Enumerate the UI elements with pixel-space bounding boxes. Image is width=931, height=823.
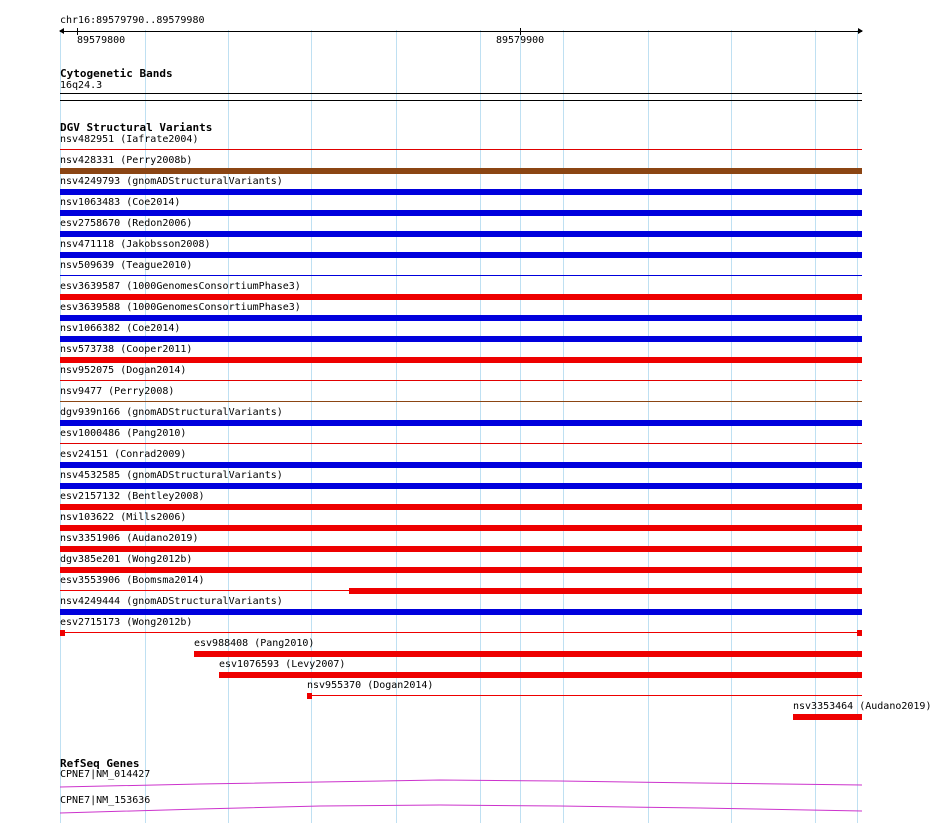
- variant-label: nsv509639 (Teague2010): [60, 260, 193, 271]
- variant-feature-start[interactable]: [60, 630, 65, 636]
- variant-label: nsv955370 (Dogan2014): [307, 680, 434, 691]
- gene-feature-cpne7-nm-153636[interactable]: [60, 805, 862, 813]
- variant-feature[interactable]: [60, 525, 862, 531]
- variant-feature[interactable]: [60, 168, 862, 174]
- variant-feature[interactable]: [60, 357, 862, 363]
- refseq-track-title[interactable]: RefSeq Genes: [60, 757, 140, 770]
- variant-label: esv1000486 (Pang2010): [60, 428, 187, 439]
- variant-feature[interactable]: [60, 567, 862, 573]
- variant-label: esv3553906 (Boomsma2014): [60, 575, 205, 586]
- variant-label: nsv4532585 (gnomADStructuralVariants): [60, 470, 283, 481]
- variant-feature[interactable]: [793, 714, 862, 720]
- variant-label: esv2157132 (Bentley2008): [60, 491, 205, 502]
- variant-label: esv988408 (Pang2010): [194, 638, 315, 649]
- variant-feature[interactable]: [60, 315, 862, 321]
- variant-label: dgv385e201 (Wong2012b): [60, 554, 193, 565]
- variant-feature-start[interactable]: [307, 693, 312, 699]
- variant-feature[interactable]: [60, 275, 862, 276]
- ruler-tick: [520, 28, 521, 35]
- ruler-tick: [77, 28, 78, 35]
- variant-label: nsv573738 (Cooper2011): [60, 344, 193, 355]
- variant-feature-line[interactable]: [60, 590, 349, 591]
- variant-feature[interactable]: [219, 672, 862, 678]
- variant-feature[interactable]: [349, 588, 862, 594]
- variant-feature[interactable]: [60, 504, 862, 510]
- variant-feature[interactable]: [60, 336, 862, 342]
- variant-feature[interactable]: [60, 420, 862, 426]
- variant-feature[interactable]: [60, 443, 862, 444]
- variant-feature[interactable]: [60, 149, 862, 150]
- variant-feature[interactable]: [60, 294, 862, 300]
- variant-label: esv2758670 (Redon2006): [60, 218, 193, 229]
- variant-feature[interactable]: [60, 401, 862, 402]
- variant-label: esv24151 (Conrad2009): [60, 449, 187, 460]
- variant-label: esv1076593 (Levy2007): [219, 659, 346, 670]
- region-label: chr16:89579790..89579980: [60, 15, 205, 26]
- variant-feature-line[interactable]: [60, 632, 862, 633]
- cytoband-bar-lower: [60, 100, 862, 101]
- variant-feature[interactable]: [60, 210, 862, 216]
- variant-feature-end[interactable]: [857, 630, 862, 636]
- variant-label: nsv9477 (Perry2008): [60, 386, 175, 397]
- ruler-right-arrow-icon: [858, 28, 863, 34]
- variant-label: nsv952075 (Dogan2014): [60, 365, 187, 376]
- cytoband-bar[interactable]: [60, 93, 862, 94]
- variant-label: nsv1063483 (Coe2014): [60, 197, 181, 208]
- ruler-tick-label: 89579900: [496, 35, 545, 46]
- variant-label: esv3639588 (1000GenomesConsortiumPhase3): [60, 302, 301, 313]
- dgv-track-title[interactable]: DGV Structural Variants: [60, 121, 213, 134]
- variant-feature[interactable]: [60, 189, 862, 195]
- gene-label: CPNE7|NM_153636: [60, 795, 151, 806]
- gene-label: CPNE7|NM_014427: [60, 769, 151, 780]
- variant-label: nsv471118 (Jakobsson2008): [60, 239, 211, 250]
- cytoband-label: 16q24.3: [60, 80, 103, 91]
- variant-label: dgv939n166 (gnomADStructuralVariants): [60, 407, 283, 418]
- variant-label: esv3639587 (1000GenomesConsortiumPhase3): [60, 281, 301, 292]
- variant-feature[interactable]: [194, 651, 862, 657]
- variant-label: nsv103622 (Mills2006): [60, 512, 187, 523]
- variant-label: nsv1066382 (Coe2014): [60, 323, 181, 334]
- variant-feature[interactable]: [60, 483, 862, 489]
- variant-feature-line[interactable]: [307, 695, 862, 696]
- cytoband-track-title[interactable]: Cytogenetic Bands: [60, 67, 173, 80]
- variant-label: nsv4249793 (gnomADStructuralVariants): [60, 176, 283, 187]
- variant-feature[interactable]: [60, 546, 862, 552]
- gene-feature-cpne7-nm-014427[interactable]: [60, 780, 862, 787]
- variant-feature[interactable]: [60, 380, 862, 381]
- ruler-tick-label: 89579800: [77, 35, 126, 46]
- variant-label: nsv428331 (Perry2008b): [60, 155, 193, 166]
- variant-label: esv2715173 (Wong2012b): [60, 617, 193, 628]
- variant-feature[interactable]: [60, 609, 862, 615]
- refseq-genes-svg: [0, 775, 890, 820]
- ruler-left-arrow-icon: [59, 28, 64, 34]
- variant-feature[interactable]: [60, 462, 862, 468]
- variant-label: nsv3351906 (Audano2019): [60, 533, 199, 544]
- variant-feature[interactable]: [60, 252, 862, 258]
- variant-label: nsv482951 (Iafrate2004): [60, 134, 199, 145]
- variant-label: nsv4249444 (gnomADStructuralVariants): [60, 596, 283, 607]
- ruler: [60, 31, 862, 41]
- variant-label: nsv3353464 (Audano2019): [793, 701, 931, 712]
- variant-feature[interactable]: [60, 231, 862, 237]
